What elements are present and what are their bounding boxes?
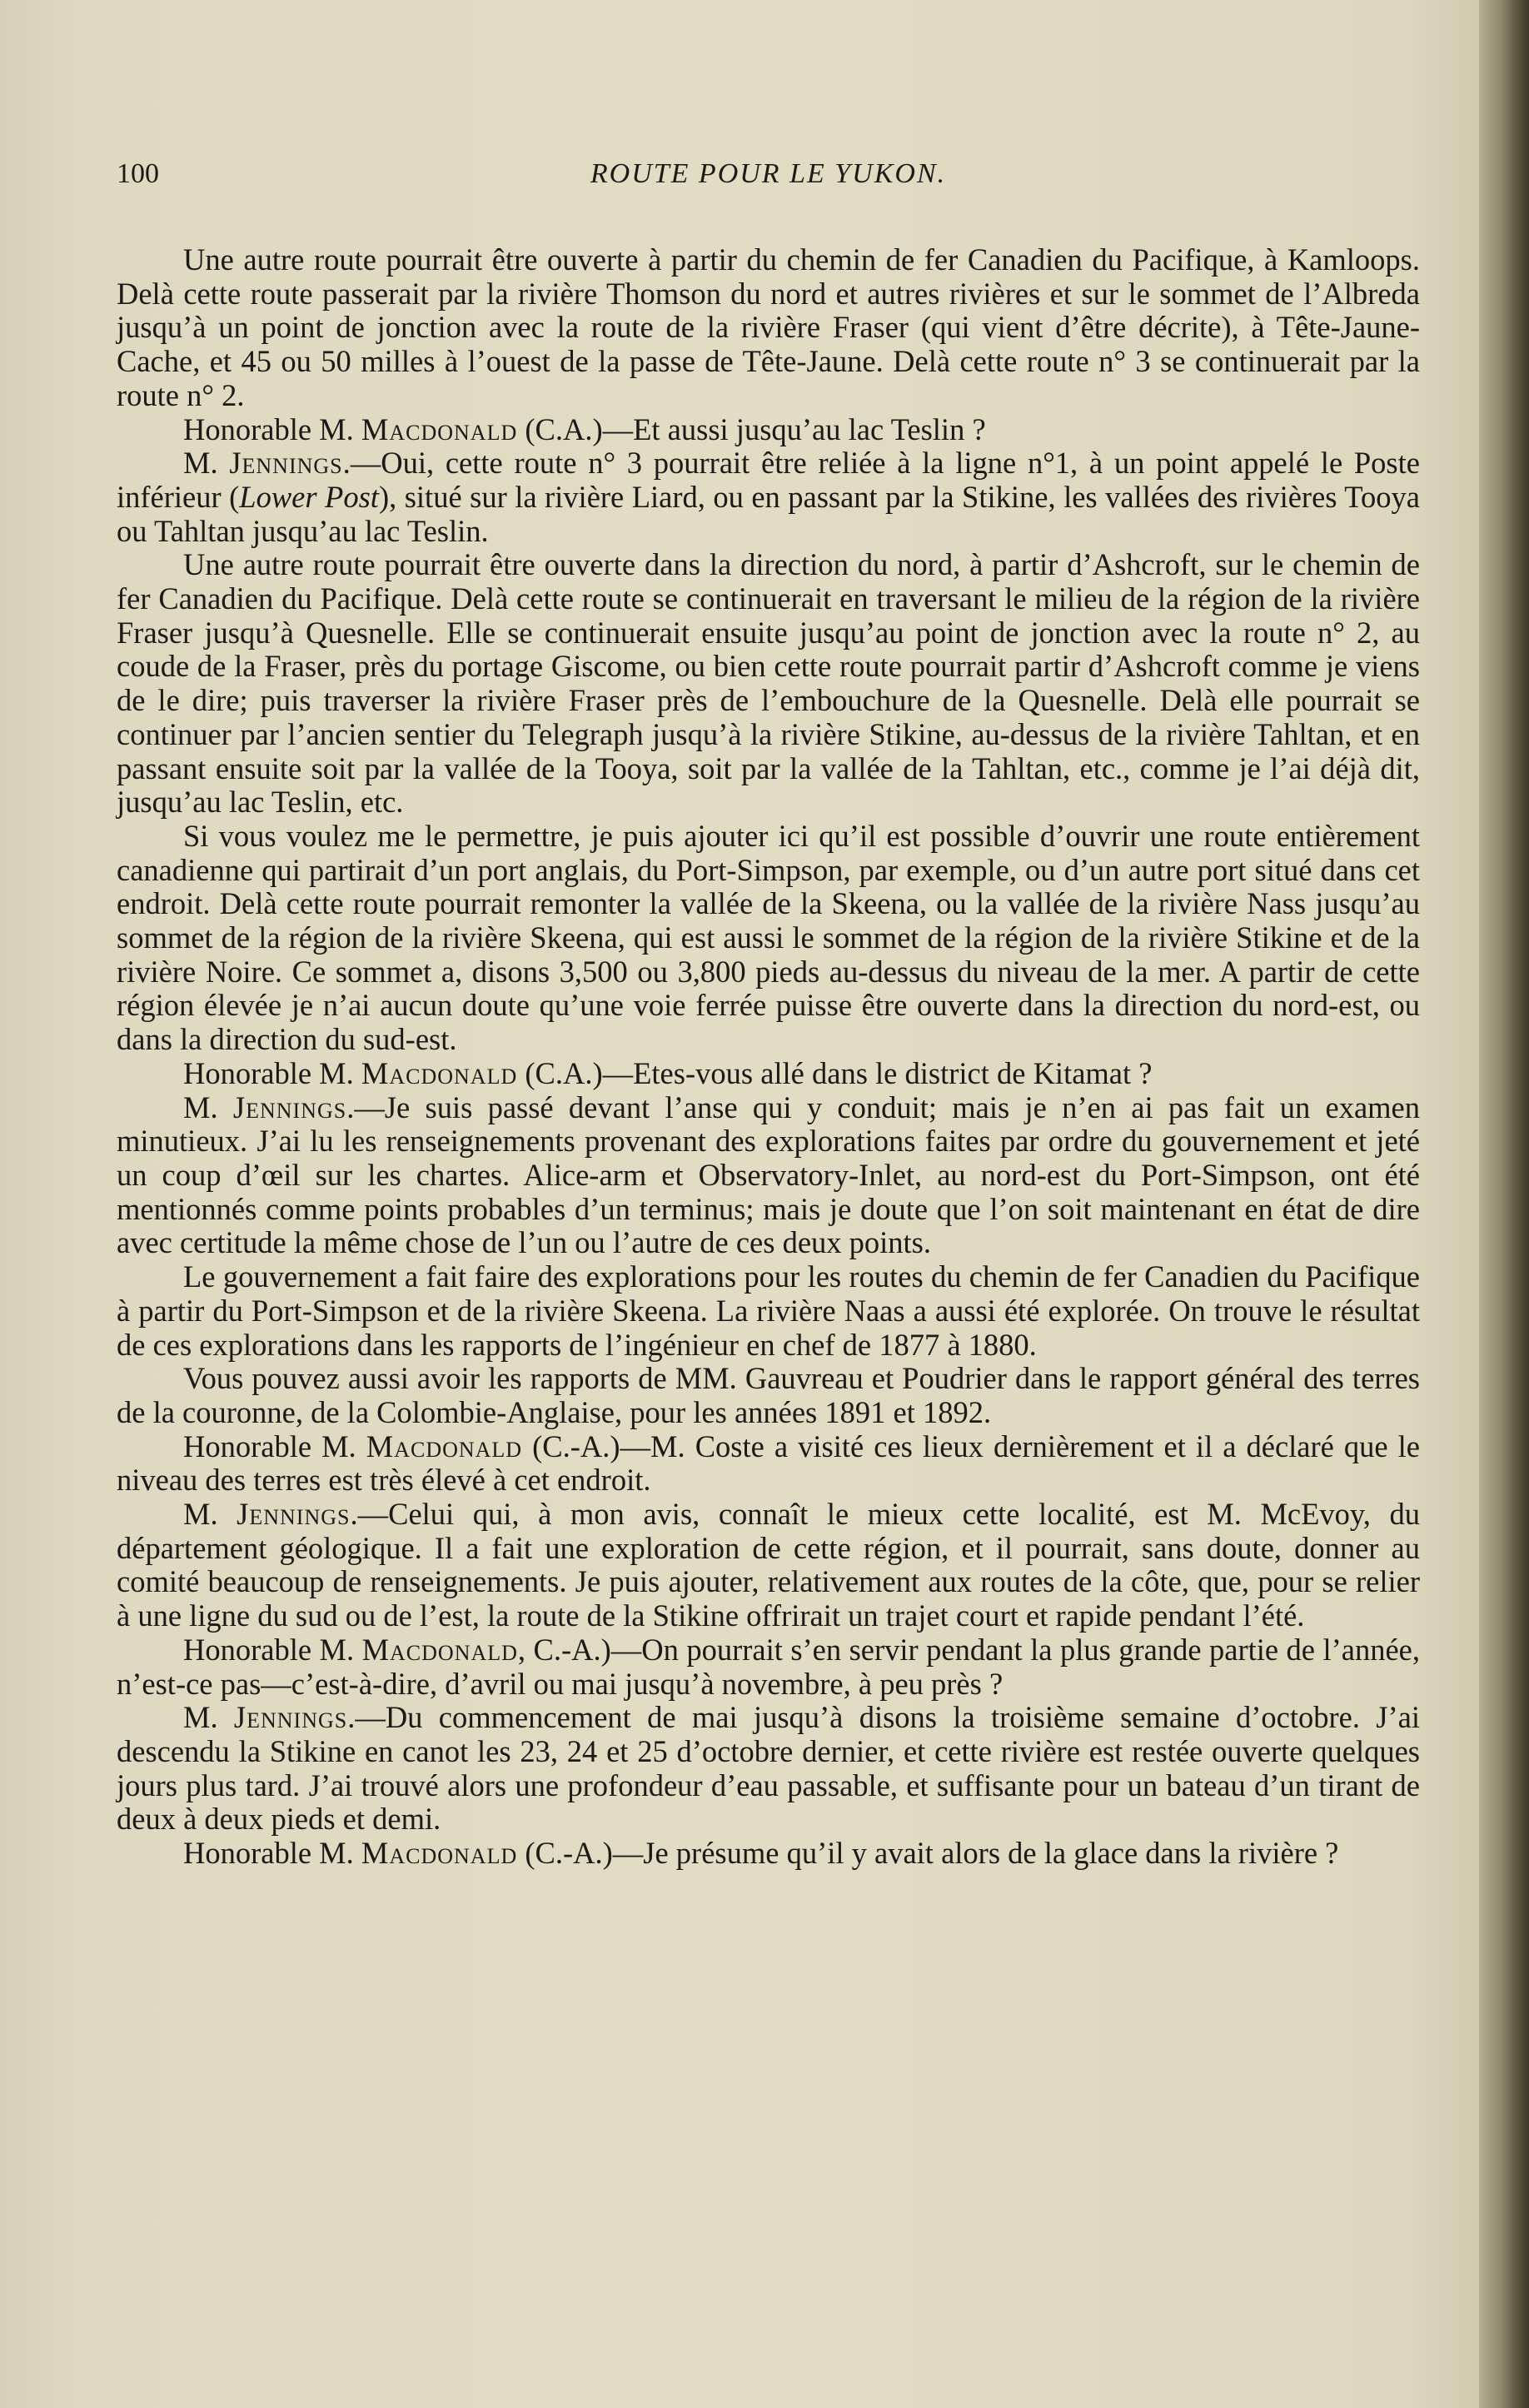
speaker-name: Macdonald [361, 411, 518, 446]
text-segment: (C.-A.)—Je présume qu’il y avait alors de la glace dans la rivière ? [517, 1836, 1339, 1871]
speaker-name: Jennings [233, 1700, 348, 1735]
speaker-name: Jennings [229, 446, 343, 481]
text-segment: Si vous voulez me le permettre, je puis ajouter ici qu’il est possible d’ouvrir une route entièrement canadienne qui partirait d’un port anglais, du Port-Simpson, par exemple, ou d’un autre port situé dans cet endroit. Delà cette route pourrait remonter la vallée de la Skeena, ou la vallée de la rivière Nass jusqu’au sommet de la région de la rivière Skeena, qui est aussi le sommet de la région de la rivière Stikine et de la rivière Noire. Ce sommet a, disons 3,500 ou 3,800 pieds au-dessus du niveau de la mer. A partir de cette région élevée je n’ai aucun doute qu’une voie ferrée puisse être ouverte dans la direction du nord-est, ou dans la direction du sud-est. [117, 818, 1420, 1057]
text-segment: Honorable M. [183, 1632, 362, 1667]
text-segment: (C.A.)—Etes-vous allé dans le district de Kitamat ? [517, 1055, 1153, 1090]
paragraph [117, 446, 1420, 548]
text-segment: Une autre route pourrait être ouverte à partir du chemin de fer Canadien du Pacifique, à Kamloops. Delà cette route passerait par la rivière Thomson du nord et autres rivières et sur le sommet de l’Albreda jusqu’à un point de jonction avec la route de la rivière Fraser (qui vient d’être décrite), à Tête-Jaune-Cache, et 45 ou 50 milles à l’ouest de la passe de Tête-Jaune. Delà cette route n° 3 se continuerait par la route n° 2. [117, 242, 1420, 412]
text-segment: .—Je suis passé devant l’anse qui y conduit; mais je n’en ai pas fait un examen minutieux. J’ai lu les renseignements provenant des explorations faites par ordre du gouvernement et jeté un coup d’œil sur les chartes. Alice-arm et Observatory-Inlet, au nord-est du Port-Simpson, ont été mentionnés comme points probables d’un terminus; mais je doute que l’on soit maintenant en état de dire avec certitude la même chose de l’un ou l’autre de ces deux points. [117, 1089, 1420, 1260]
paragraph [117, 1430, 1420, 1498]
speaker-name: Macdonald [361, 1632, 518, 1667]
speaker-name: Jennings [232, 1089, 347, 1124]
text-segment: M. [183, 1089, 233, 1124]
text-segment: (C.A.)—Et aussi jusqu’au lac Teslin ? [517, 411, 986, 446]
text-segment: Honorable M. [183, 411, 361, 446]
text-segment: Honorable M. [183, 1836, 361, 1871]
body-text [117, 243, 1420, 1871]
text-segment: .—Oui, cette route n° 3 pourrait être reliée à la ligne n°1, à un point appelé le Poste inférieur ( [117, 446, 1420, 514]
text-segment: , C.-A.)—On pourrait s’en servir pendant la plus grande partie de l’année, n’est-ce pas—c’est-à-dire, d’avril ou mai jusqu’à novembre, à peu près ? [117, 1632, 1420, 1701]
text-segment: Honorable M. [183, 1428, 366, 1463]
running-title: ROUTE POUR LE YUKON. [590, 158, 947, 189]
paragraph [117, 1057, 1420, 1091]
page-number: 100 [117, 158, 159, 189]
paragraph [117, 1091, 1420, 1261]
page-header [117, 158, 1420, 192]
paragraph [117, 1701, 1420, 1837]
text-segment: .—Celui qui, à mon avis, connaît le mieux cette localité, est M. McEvoy, du département géologique. Il a fait une exploration de cette région, et il pourrait, sans doute, donner au comité beaucoup de renseignements. Je puis ajouter, relativement aux routes de la côte, que, pour se relier à une ligne du sud ou de l’est, la route de la Stikine offrirait un trajet court et rapide pendant l’été. [117, 1497, 1420, 1633]
paragraph [117, 1498, 1420, 1633]
text-segment: Le gouvernement a fait faire des explorations pour les routes du chemin de fer Canadien du Pacifique à partir du Port-Simpson et de la rivière Skeena. La rivière Naas a aussi été explorée. On trouve le résultat de ces explorations dans les rapports de l’ingénieur en chef de 1877 à 1880. [117, 1259, 1420, 1362]
text-segment: (C.-A.)—M. Coste a visité ces lieux dernièrement et il a déclaré que le niveau des terres est très élevé à cet endroit. [117, 1428, 1420, 1498]
italic-text: Lower Post [239, 479, 379, 514]
text-segment: M. [183, 1497, 237, 1532]
text-segment: Une autre route pourrait être ouverte dans la direction du nord, à partir d’Ashcroft, sur le chemin de fer Canadien du Pacifique. Delà cette route se continuerait en traversant le milieu de la région de la rivière Fraser jusqu’à Quesnelle. Elle se continuerait ensuite jusqu’au point de jonction avec la route n° 2, au coude de la Fraser, près du portage Giscome, ou bien cette route pourrait partir d’Ashcroft comme je viens de le dire; puis traverser la rivière Fraser près de l’embouchure de la Quesnelle. Delà elle pourrait se continuer par l’ancien sentier du Telegraph jusqu’à la rivière Stikine, au-dessus de la rivière Tahltan, et en passant ensuite soit par la vallée de la Tooya, soit par la vallée de la Tahltan, etc., comme je l’ai déjà dit, jusqu’au lac Teslin, etc. [117, 547, 1420, 820]
paragraph [117, 413, 1420, 447]
speaker-name: Macdonald [366, 1428, 523, 1463]
paragraph [117, 243, 1420, 413]
speaker-name: Jennings [237, 1497, 351, 1532]
paragraph [117, 1362, 1420, 1429]
paragraph [117, 548, 1420, 820]
text-segment: .—Du commencement de mai jusqu’à disons la troisième semaine d’octobre. J’ai descendu la Stikine en canot les 23, 24 et 25 d’octobre dernier, et cette rivière est restée ouverte quelques jours plus tard. J’ai trouvé alors une profondeur d’eau passable, et suffisante pour un bateau d’un tirant de deux à deux pieds et demi. [117, 1700, 1420, 1837]
paragraph [117, 1633, 1420, 1701]
text-segment: ), situé sur la rivière Liard, ou en passant par la Stikine, les vallées des rivières Tooya ou Tahltan jusqu’au lac Teslin. [117, 479, 1420, 548]
text-segment: M. [183, 1700, 234, 1735]
paragraph [117, 1260, 1420, 1362]
speaker-name: Macdonald [361, 1836, 518, 1871]
text-segment: Vous pouvez aussi avoir les rapports de MM. Gauvreau et Poudrier dans le rapport général des terres de la couronne, de la Colombie-Anglaise, pour les années 1891 et 1892. [117, 1361, 1420, 1429]
binding-edge [1479, 0, 1529, 2408]
text-segment: M. [183, 446, 230, 481]
paragraph [117, 1837, 1420, 1871]
speaker-name: Macdonald [361, 1055, 518, 1090]
paragraph [117, 820, 1420, 1057]
text-segment: Honorable M. [183, 1055, 361, 1090]
